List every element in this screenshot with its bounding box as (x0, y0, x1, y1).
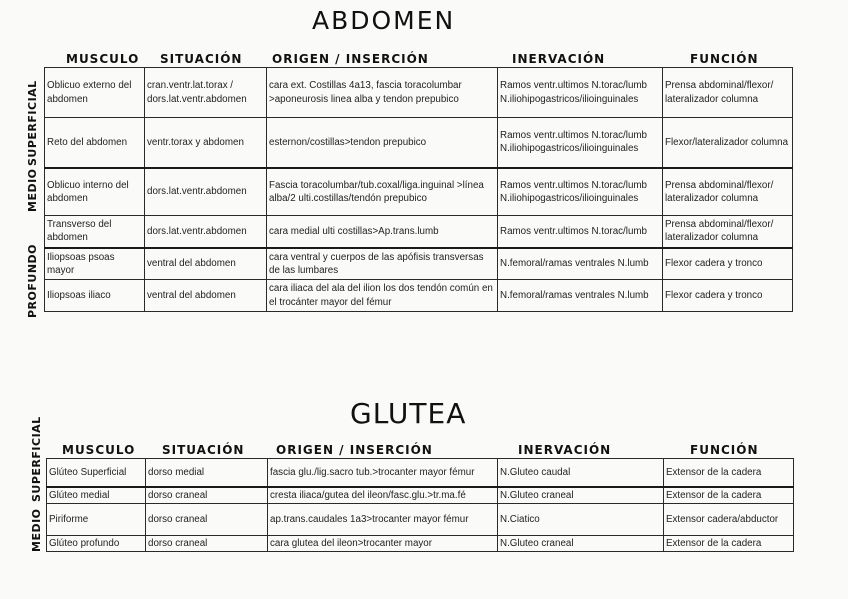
abdomen-header-inervacion: INERVACIÓN (512, 52, 606, 66)
cell-situacion: dorso medial (146, 459, 268, 487)
table-row (47, 487, 794, 504)
cell-musculo: Iliopsoas iliaco (45, 280, 145, 312)
cell-funcion: Flexor cadera y tronco (663, 280, 793, 312)
abdomen-group-medio: MEDIO (26, 168, 39, 212)
cell-origen: esternon/costillas>tendon prepubico (267, 118, 498, 168)
cell-funcion: Extensor de la cadera (664, 487, 794, 504)
cell-situacion: dorso craneal (146, 535, 268, 551)
table-row (47, 459, 794, 487)
cell-origen: ap.trans.caudales 1a3>trocanter mayor fémur (268, 503, 498, 535)
glutea-header-musculo: MUSCULO (62, 443, 136, 457)
cell-situacion: dors.lat.ventr.abdomen (145, 216, 267, 248)
cell-inervacion: N.Ciatico (498, 503, 664, 535)
glutea-header-inervacion: INERVACIÓN (518, 443, 612, 457)
cell-inervacion: N.femoral/ramas ventrales N.lumb (498, 248, 663, 280)
abdomen-group-profundo: PROFUNDO (26, 243, 39, 318)
glutea-group-medio: MEDIO (30, 508, 43, 552)
cell-situacion: ventr.torax y abdomen (145, 118, 267, 168)
cell-situacion: dors.lat.ventr.abdomen (145, 168, 267, 216)
cell-funcion: Prensa abdominal/flexor/ lateralizador columna (663, 68, 793, 118)
table-row (45, 280, 793, 312)
cell-inervacion: N.Gluteo caudal (498, 459, 664, 487)
abdomen-title: ABDOMEN (312, 6, 456, 35)
cell-inervacion: Ramos ventr.ultimos N.torac/lumb N.iliohipogastricos/ilioinguinales (498, 168, 663, 216)
glutea-table (46, 458, 794, 552)
cell-origen: fascia glu./lig.sacro tub.>trocanter mayor fémur (268, 459, 498, 487)
table-row (45, 248, 793, 280)
abdomen-header-funcion: FUNCIÓN (690, 52, 759, 66)
cell-musculo: Piriforme (47, 503, 146, 535)
cell-musculo: Oblicuo interno del abdomen (45, 168, 145, 216)
cell-origen: cara ventral y cuerpos de las apófisis transversas de las lumbares (267, 248, 498, 280)
cell-funcion: Prensa abdominal/flexor/ lateralizador columna (663, 216, 793, 248)
cell-situacion: cran.ventr.lat.torax / dors.lat.ventr.abdomen (145, 68, 267, 118)
cell-inervacion: N.Gluteo craneal (498, 487, 664, 504)
table-row (45, 118, 793, 168)
glutea-header-funcion: FUNCIÓN (690, 443, 759, 457)
abdomen-header-origen: ORIGEN / INSERCIÓN (272, 52, 429, 66)
abdomen-header-musculo: MUSCULO (66, 52, 140, 66)
cell-origen: cara medial ulti costillas>Ap.trans.lumb (267, 216, 498, 248)
cell-origen: Fascia toracolumbar/tub.coxal/liga.inguinal >línea alba/2 ulti.costillas/tendón prepubico (267, 168, 498, 216)
cell-situacion: dorso craneal (146, 503, 268, 535)
cell-funcion: Prensa abdominal/flexor/ lateralizador columna (663, 168, 793, 216)
cell-musculo: Oblicuo externo del abdomen (45, 68, 145, 118)
abdomen-table (44, 67, 793, 312)
glutea-header-situacion: SITUACIÓN (162, 443, 245, 457)
table-row (47, 503, 794, 535)
cell-musculo: Reto del abdomen (45, 118, 145, 168)
cell-funcion: Extensor de la cadera (664, 459, 794, 487)
table-row (47, 535, 794, 551)
cell-origen: cara ext. Costillas 4a13, fascia toracolumbar >aponeurosis linea alba y tendon prepubico (267, 68, 498, 118)
glutea-header-origen: ORIGEN / INSERCIÓN (276, 443, 433, 457)
cell-musculo: Glúteo profundo (47, 535, 146, 551)
cell-situacion: ventral del abdomen (145, 248, 267, 280)
cell-origen: cresta iliaca/gutea del ileon/fasc.glu.>tr.ma.fé (268, 487, 498, 504)
cell-inervacion: Ramos ventr.ultimos N.torac/lumb N.iliohipogastricos/ilioinguinales (498, 68, 663, 118)
cell-funcion: Extensor cadera/abductor (664, 503, 794, 535)
cell-inervacion: N.Gluteo craneal (498, 535, 664, 551)
abdomen-header-situacion: SITUACIÓN (160, 52, 243, 66)
table-row (45, 68, 793, 118)
cell-situacion: dorso craneal (146, 487, 268, 504)
cell-inervacion: N.femoral/ramas ventrales N.lumb (498, 280, 663, 312)
abdomen-group-superficial: SUPERFICIAL (26, 80, 39, 166)
cell-musculo: Transverso del abdomen (45, 216, 145, 248)
cell-origen: cara glutea del ileon>trocanter mayor (268, 535, 498, 551)
cell-musculo: Glúteo Superficial (47, 459, 146, 487)
cell-inervacion: Ramos ventr.ultimos N.torac/lumb N.iliohipogastricos/ilioinguinales (498, 118, 663, 168)
cell-funcion: Flexor/lateralizador columna (663, 118, 793, 168)
cell-musculo: Iliopsoas psoas mayor (45, 248, 145, 280)
cell-origen: cara iliaca del ala del ilion los dos tendón común en el trocánter mayor del fémur (267, 280, 498, 312)
cell-situacion: ventral del abdomen (145, 280, 267, 312)
glutea-title: GLUTEA (350, 397, 467, 430)
cell-inervacion: Ramos ventr.ultimos N.torac/lumb (498, 216, 663, 248)
glutea-group-superficial: SUPERFICIAL (30, 416, 43, 502)
table-row (45, 216, 793, 248)
cell-funcion: Flexor cadera y tronco (663, 248, 793, 280)
cell-funcion: Extensor de la cadera (664, 535, 794, 551)
table-row (45, 168, 793, 216)
cell-musculo: Glúteo medial (47, 487, 146, 504)
